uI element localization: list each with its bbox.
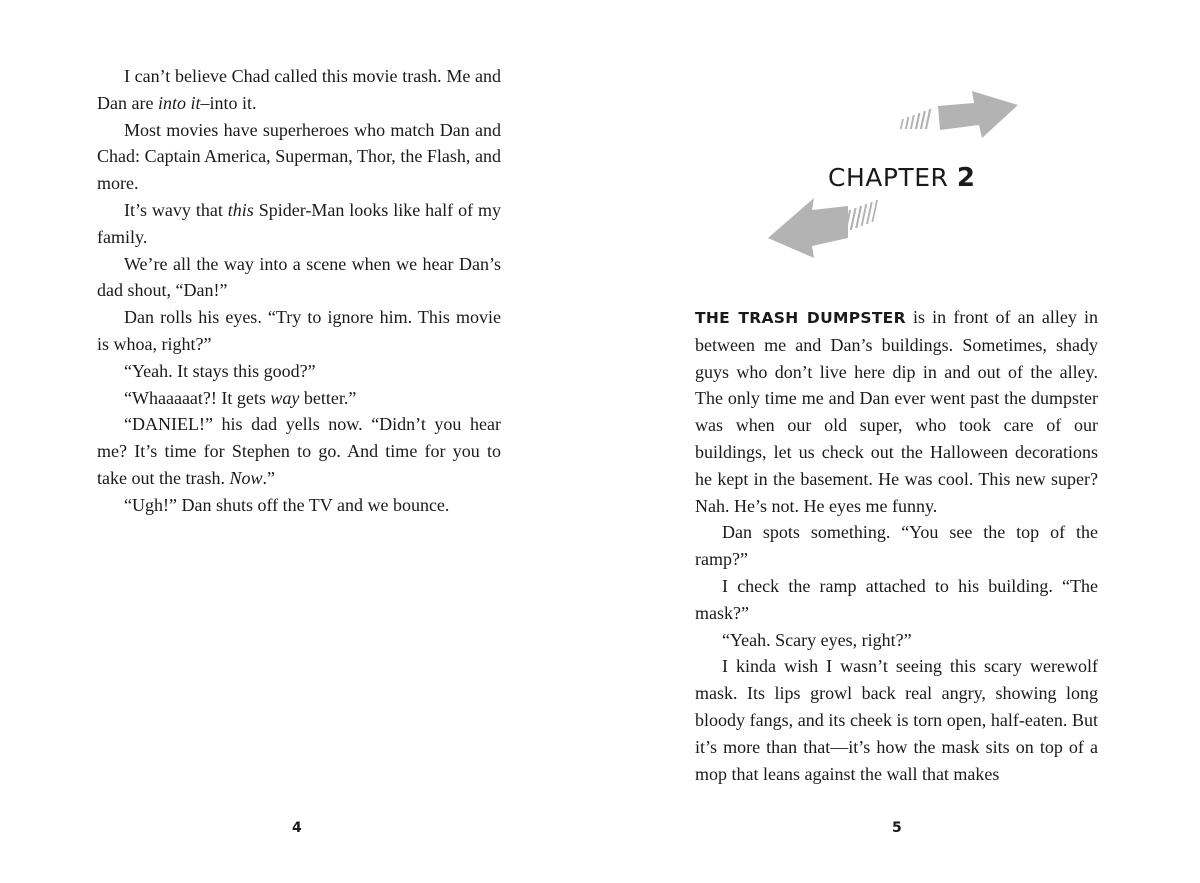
italic-text: into it xyxy=(157,92,201,113)
paragraph-text: better.” xyxy=(299,387,357,408)
paragraph-text: –into it. xyxy=(200,92,257,113)
right-page xyxy=(600,0,1200,883)
paragraph-text: is in front of an alley in between me and Dan’s buildings. Sometimes, shady guys who don’t live here dip in and out of the alley. The only time me and Dan ever went past the dumpster was when our old super, who took care of our buildings, let us check out the Halloween decorations he kept in the basement. He was cool. This new super? Nah. He’s not. He eyes me funny. xyxy=(695,307,1098,516)
chapter-heading xyxy=(828,163,978,193)
paragraph: We’re all the way into a scene when we hear Dan’s dad shout, “Dan!” xyxy=(97,253,501,301)
paragraph-text: Spider-Man looks like half of my family. xyxy=(97,199,501,247)
right-page-text xyxy=(695,304,1098,787)
paragraph: “Ugh!” Dan shuts off the TV and we bounce. xyxy=(124,494,450,515)
arrow-up-right-icon xyxy=(900,86,1022,152)
arrow-down-left-icon xyxy=(764,196,886,262)
paragraph xyxy=(97,411,501,491)
paragraph-text: I can’t believe Chad called this movie trash. Me and Dan are xyxy=(97,66,501,113)
italic-text: Now xyxy=(229,467,263,488)
page-number: 4 xyxy=(292,820,302,836)
paragraph-text: “DANIEL!” his dad yells now. “Didn’t you hear me? It’s time for Stephen to go. And time for you to take out the trash. xyxy=(97,414,501,488)
chapter-word: CHAPTER xyxy=(828,163,949,192)
paragraph xyxy=(97,63,501,117)
paragraph: I kinda wish I wasn’t seeing this scary werewolf mask. Its lips growl back real angry, showing long bloody fangs, and its cheek is torn open, half-eaten. But it’s more than that—it’s how the mask sits on top of a mop that leans against the wall that makes xyxy=(695,656,1098,784)
italic-text: this xyxy=(227,199,254,220)
paragraph: I check the ramp attached to his building. “The mask?” xyxy=(695,575,1098,623)
left-page-text xyxy=(97,63,501,519)
paragraph: “Yeah. It stays this good?” xyxy=(124,360,316,381)
chapter-number: 2 xyxy=(956,163,976,193)
paragraph: Dan rolls his eyes. “Try to ignore him. This movie is whoa, right?” xyxy=(97,307,501,354)
paragraph xyxy=(97,197,501,251)
italic-text: way xyxy=(270,387,300,408)
paragraph-text: “Whaaaaat?! It gets xyxy=(124,387,271,408)
paragraph-text: It’s wavy that xyxy=(124,199,228,220)
paragraph: “Yeah. Scary eyes, right?” xyxy=(722,629,912,650)
paragraph xyxy=(97,385,501,412)
paragraph: Most movies have superheroes who match Dan and Chad: Captain America, Superman, Thor, the Flash, and more. xyxy=(97,119,501,194)
paragraph: Dan spots something. “You see the top of the ramp?” xyxy=(695,522,1098,570)
paragraph xyxy=(695,304,1098,519)
lead-in: THE TRASH DUMPSTER xyxy=(695,309,906,327)
paragraph-text: .” xyxy=(262,467,275,488)
page-number: 5 xyxy=(892,820,902,836)
